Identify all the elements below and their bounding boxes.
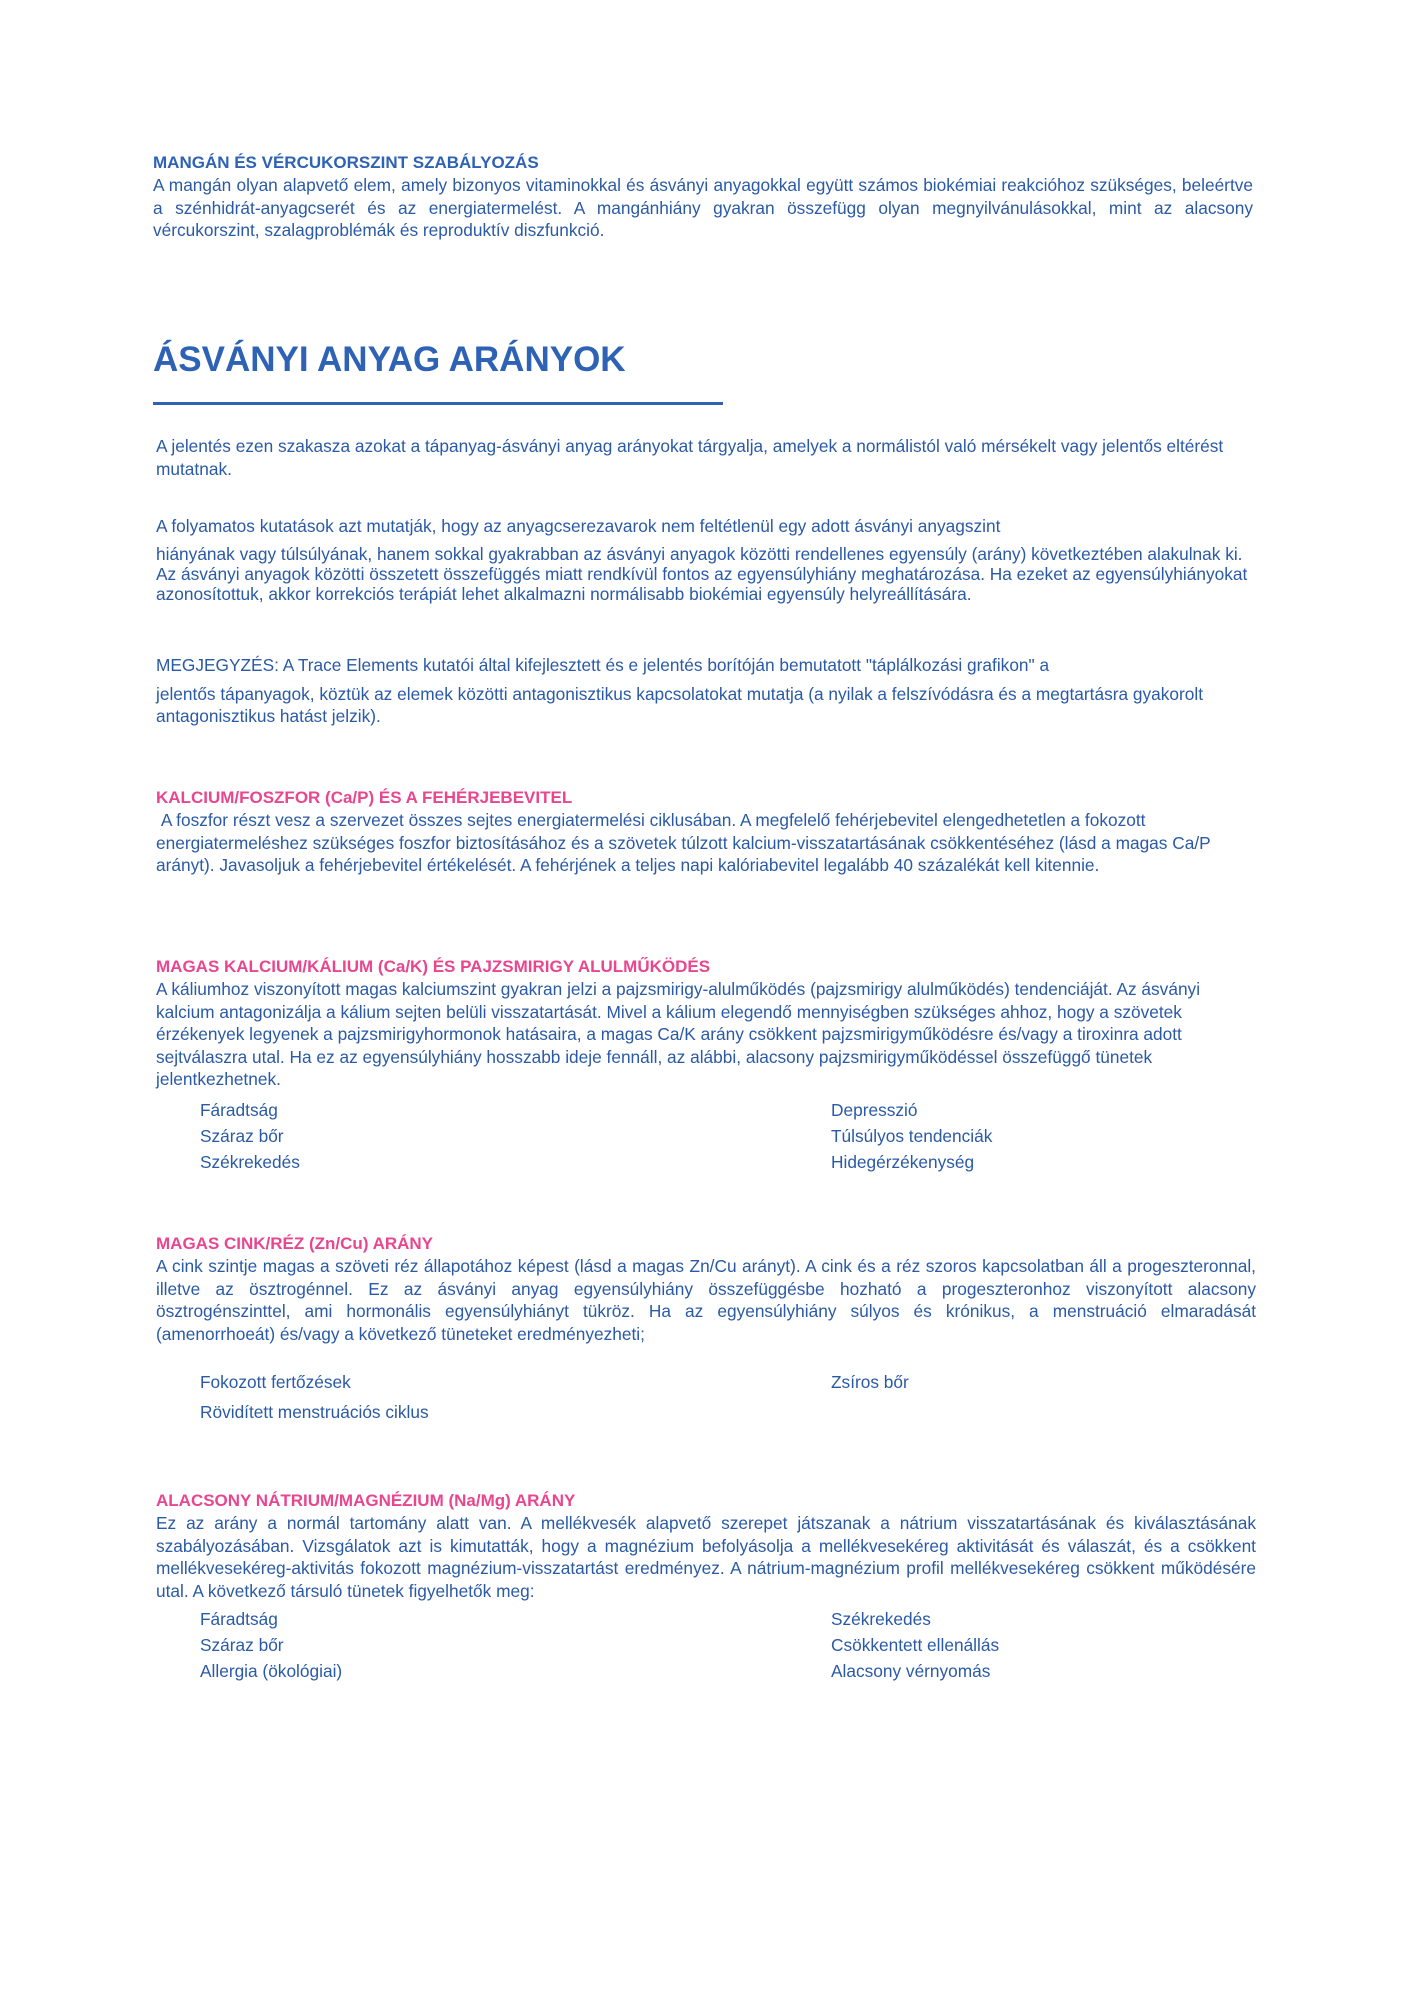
zncu-symptoms <box>156 1367 1256 1427</box>
namg-symptoms-left <box>200 1606 342 1684</box>
section-capn <box>156 787 1256 877</box>
symptom-item: Allergia (ökológiai) <box>200 1661 343 1681</box>
symptom-item: Hidegérzékenység <box>831 1151 975 1172</box>
symptom-item: Székrekedés <box>200 1151 300 1172</box>
mangan-heading: MANGÁN ÉS VÉRCUKORSZINT SZABÁLYOZÁS <box>153 153 539 172</box>
symptom-item: Alacsony vérnyomás <box>831 1661 991 1681</box>
intro-paragraph-2 <box>156 515 1256 604</box>
cak-symptoms-right <box>831 1097 992 1175</box>
section-cak <box>156 956 1256 1177</box>
symptom-item: Fáradtság <box>200 1099 278 1120</box>
symptom-item: Zsíros bőr <box>831 1372 909 1392</box>
symptom-item: Fokozott fertőzések <box>200 1372 351 1392</box>
zncu-symptoms-left <box>200 1367 429 1427</box>
section-title: ÁSVÁNYI ANYAG ARÁNYOK <box>153 340 626 379</box>
intro-p2-line1: A folyamatos kutatások azt mutatják, hogy az anyagcserezavarok nem feltétlenül egy adott ásványi anyagszint <box>156 516 1001 536</box>
namg-heading: ALACSONY NÁTRIUM/MAGNÉZIUM (Na/Mg) ARÁNY <box>156 1491 576 1510</box>
cak-heading: MAGAS KALCIUM/KÁLIUM (Ca/K) ÉS PAJZSMIRIGY ALULMŰKÖDÉS <box>156 957 711 976</box>
zncu-heading: MAGAS CINK/RÉZ (Zn/Cu) ARÁNY <box>156 1234 434 1253</box>
section-zncu <box>156 1233 1256 1427</box>
section-namg <box>156 1490 1256 1686</box>
section-mangan <box>153 152 1253 242</box>
cak-symptoms-left <box>200 1097 300 1175</box>
namg-symptoms-right <box>831 1606 999 1684</box>
intro-p1: A jelentés ezen szakasza azokat a tápanyag-ásványi anyag arányokat tárgyalja, amelyek a normálistól való mérsékelt vagy jelentős eltérést mutatnak. <box>156 436 1224 479</box>
symptom-item: Fáradtság <box>200 1609 278 1629</box>
intro-p2-rest: hiányának vagy túlsúlyának, hanem sokkal gyakrabban az ásványi anyagok közötti rendellenes egyensúly (arány) következtében alakulnak ki. Az ásványi anyagok közötti összetett összefüggés miatt rendkívül fontos az egyensúlyhiány meghatározása. Ha ezeket az egyensúlyhiányokat azonosítottuk, akkor korrekciós terápiát lehet alkalmazni normálisabb biokémiai egyensúly helyreállítására. <box>156 543 1248 604</box>
cak-text: A káliumhoz viszonyított magas kalciumszint gyakran jelzi a pajzsmirigy-alulműködés (pajzsmirigy alulműködés) tendenciáját. Az ásványi kalcium antagonizálja a kálium sejten belüli visszatartását. Mivel a kálium elegendő mennyiségben szükséges ahhoz, hogy a szövetek érzékenyek legyenek a pajzsmirigyhormonok hatásaira, a magas Ca/K arány csökkent pajzsmirigyműködésre és/vagy a tiroxinra adott sejtválaszra utal. Ha ez az egyensúlyhiány hosszabb ideje fennáll, az alábbi, alacsony pajzsmirigyműködéssel összefüggő tünetek jelentkezhetnek. <box>156 979 1201 1089</box>
symptom-item: Túlsúlyos tendenciák <box>831 1125 993 1146</box>
title-underline <box>153 402 723 405</box>
symptom-item: Rövidített menstruációs ciklus <box>200 1402 429 1422</box>
cak-symptoms <box>156 1097 1256 1177</box>
mangan-text: A mangán olyan alapvető elem, amely bizonyos vitaminokkal és ásványi anyagokkal együtt számos biokémiai reakcióhoz szükséges, beleértve a szénhidrát-anyagcserét és az energiatermelést. A mangánhiány gyakran összefügg olyan megnyilvánulásokkal, mint az alacsony vércukorszint, szalagproblémák és reproduktív diszfunkció. <box>153 175 1253 240</box>
intro-paragraph-1 <box>156 435 1256 480</box>
zncu-text: A cink szintje magas a szöveti réz állapotához képest (lásd a magas Zn/Cu arányt). A cink és a réz szoros kapcsolatban áll a progeszteronnal, illetve az ösztrogénnel. Ez az ásványi anyag egyensúlyhiány összefüggésbe hozható a progeszteronhoz viszonyított alacsony ösztrogénszinttel, ami hormonális egyensúlyhiányt tükröz. Ha az egyensúlyhiány súlyos és krónikus, a menstruáció elmaradását (amenorrhoeát) és/vagy a következő tüneteket eredményezheti; <box>156 1256 1256 1344</box>
symptom-item: Depresszió <box>831 1099 918 1120</box>
symptom-item: Száraz bőr <box>200 1125 284 1146</box>
zncu-symptoms-right <box>831 1367 909 1397</box>
capn-heading: KALCIUM/FOSZFOR (Ca/P) ÉS A FEHÉRJEBEVITEL <box>156 788 573 807</box>
namg-symptoms <box>156 1606 1256 1686</box>
intro-note <box>156 654 1256 728</box>
symptom-item: Száraz bőr <box>200 1635 284 1655</box>
symptom-item: Csökkentett ellenállás <box>831 1635 1000 1655</box>
symptom-item: Székrekedés <box>831 1609 931 1629</box>
capn-text: A foszfor részt vesz a szervezet összes sejtes energiatermelési ciklusában. A megfelelő fehérjebevitel elengedhetetlen a fokozott energiatermeléshez szükséges foszfor biztosításához és a szövetek túlzott kalcium-visszatartásának csökkentéséhez (lásd a magas Ca/P arányt). Javasoljuk a fehérjebevitel értékelését. A fehérjének a teljes napi kalóriabevitel legalább 40 százalékát kell kitennie. <box>156 810 1216 875</box>
note-rest: jelentős tápanyagok, köztük az elemek közötti antagonisztikus kapcsolatokat mutatja (a nyilak a felszívódásra és a megtartásra gyakorolt antagonisztikus hatást jelzik). <box>156 683 1204 726</box>
namg-text: Ez az arány a normál tartomány alatt van. A mellékvesék alapvető szerepet játszanak a nátrium visszatartásának és kiválasztásának szabályozásában. Vizsgálatok azt is kimutatták, hogy a magnézium befolyásolja a mellékvesekéreg aktivitását és válaszát, és a csökkent mellékvesekéreg-aktivitás fokozott magnézium-visszatartást eredményez. A nátrium-magnézium profil mellékvesekéreg csökkent működésére utal. A következő társuló tünetek figyelhetők meg: <box>156 1513 1256 1601</box>
note-line1: MEGJEGYZÉS: A Trace Elements kutatói által kifejlesztett és e jelentés borítóján bemutatott "táplálkozási grafikon" a <box>156 655 1050 675</box>
